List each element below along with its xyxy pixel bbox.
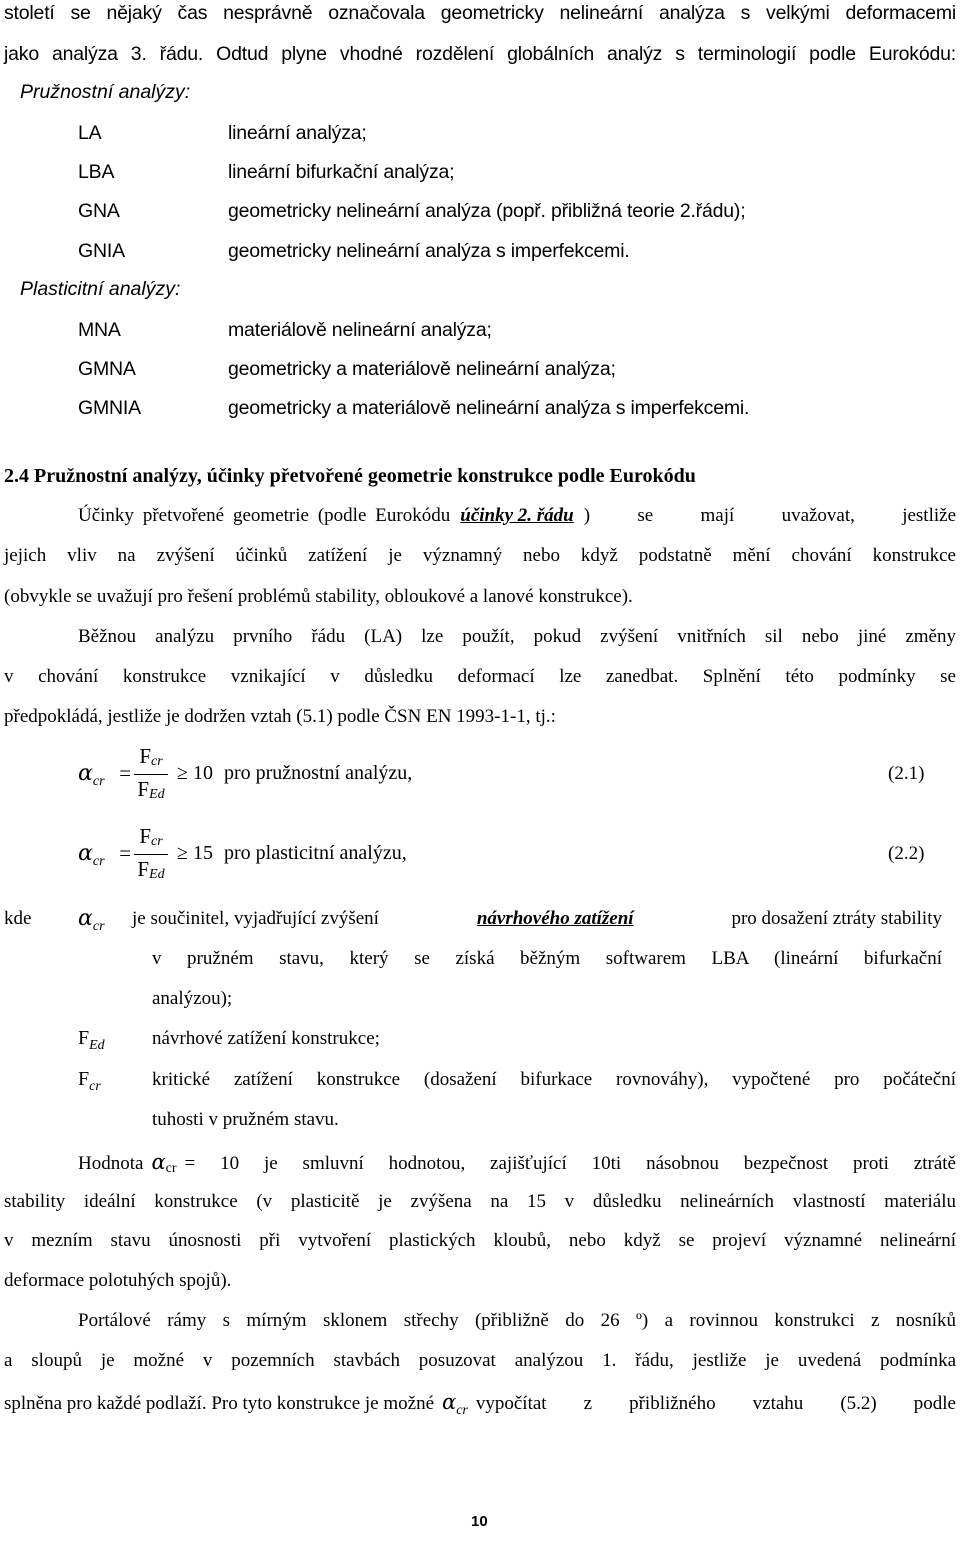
equation-2-1-condition [177,762,412,785]
para3-line-2: stability ideální konstrukce (v plasticitě je zvýšena na 15 v důsledku nelineárních vlastností materiálu [4,1191,956,1212]
denominator-subscript: Ed [149,787,165,802]
condition-text: pro plasticitní analýzu, [223,842,407,864]
elastic-desc-gna: geometricky nelineární analýza (popř. přibližná teorie 2.řádu); [228,200,746,222]
ge-sign: ≥ [177,842,188,864]
numerator-f: F [139,744,151,768]
plastic-heading: Plasticitní analýzy: [20,278,181,300]
alpha-symbol: α [78,841,93,866]
where-fcr-symbol [78,1068,101,1094]
elastic-desc-la: lineární analýza; [228,122,367,144]
para3-line-3: v mezním stavu únosnosti při vytvoření plastických kloubů, nebo když se projeví významné nelineární [4,1230,956,1251]
threshold-value: 15 [192,842,213,864]
plastic-abbr-gmnia: GMNIA [78,397,141,419]
numerator-f: F [139,824,151,848]
para3-line-1 [78,1150,956,1175]
where-fcr-line-2: tuhosti v pružném stavu. [152,1109,339,1130]
plastic-desc-mna: materiálově nelineární analýza; [228,319,492,341]
where-alpha-symbol [78,906,105,934]
para1-text-a: Účinky přetvořené geometrie (podle Eurokódu [78,505,451,526]
ge-sign: ≥ [177,762,188,784]
alpha-subscript: cr [456,1403,468,1418]
plastic-desc-gmnia: geometricky a materiálově nelineární analýza s imperfekcemi. [228,397,750,419]
intro-line-2: jako analýza 3. řádu. Odtud plyne vhodné rozdělení globálních analýz s terminologií podle Eurokódu: [4,43,956,65]
plastic-abbr-gmna: GMNA [78,358,136,380]
equals-sign: = [119,761,132,785]
para4-line-1: Portálové rámy s mírným sklonem střechy (přibližně do 26 º) a rovinnou konstrukci z nosníků [78,1310,956,1331]
para1-emphasis: účinky 2. řádu [460,505,574,526]
denominator-f: F [137,777,150,801]
alpha-subscript: cr [92,774,105,789]
equation-2-2-number: (2.2) [888,843,925,864]
para4-line-3 [4,1390,956,1418]
alpha-desc-emphasis: návrhového zatížení [476,908,634,929]
para4-line-2: a sloupů je možné v pozemních stavbách posuzovat analýzou 1. řádu, jestliže je uvedená podmínka [4,1350,956,1371]
where-alpha-line-3: analýzou); [152,988,233,1009]
equals-sign: = [119,841,132,865]
section-heading: 2.4 Pružnostní analýzy, účinky přetvořené geometrie konstrukce podle Eurokódu [4,465,696,487]
para1-text-c: ) se mají uvažovat, jestliže [583,505,956,526]
where-fed-desc: návrhové zatížení konstrukce; [152,1028,380,1049]
para3-text-b: = 10 je smluvní hodnotou, zajišťující 10ti násobnou bezpečnost proti ztrátě [184,1153,956,1174]
where-fcr-line-1: kritické zatížení konstrukce (dosažení bifurkace rovnováhy), vypočtené pro počáteční [152,1069,956,1090]
fcr-subscript: cr [89,1079,101,1094]
elastic-abbr-lba: LBA [78,161,115,183]
equation-2-1-number: (2.1) [888,763,925,784]
equation-2-2-condition [177,842,407,865]
para1-line-1 [78,505,956,527]
denominator-f: F [137,857,150,881]
alpha-subscript: cr [92,919,105,934]
para4-text-a: splněna pro každé podlaží. Pro tyto konstrukce je možné [4,1393,435,1414]
alpha-symbol: α [78,761,93,786]
where-label: kde [4,908,32,929]
where-fed-symbol [78,1027,105,1053]
para1-line-2: jejich vliv na zvýšení účinků zatížení je významný nebo když podstatně mění chování konstrukce [4,545,956,566]
elastic-abbr-la: LA [78,122,102,144]
equation-2-1-lhs [78,761,132,789]
alpha-symbol: α [151,1150,166,1174]
para3-text-a: Hodnota [78,1153,144,1174]
para4-text-b: vypočítat z přibližného vztahu (5.2) podle [475,1393,956,1414]
equation-2-1-fraction [134,743,168,806]
where-alpha-line-1 [132,908,942,930]
intro-line-1: století se nějaký čas nesprávně označovala geometricky nelineární analýza s velkými deformacemi [4,2,956,24]
page-number: 10 [471,1513,488,1530]
alpha-subscript: cr [92,854,105,869]
alpha-symbol: α [442,1390,457,1414]
alpha-desc-c: pro dosažení ztráty stability [731,908,942,929]
fed-subscript: Ed [89,1038,105,1053]
fraction-bar [134,774,168,775]
threshold-value: 10 [192,762,213,784]
where-alpha-line-2: v pružném stavu, který se získá běžným softwarem LBA (lineární bifurkační [152,948,942,969]
elastic-desc-lba: lineární bifurkační analýza; [228,161,455,183]
alpha-desc-a: je součinitel, vyjadřující zvýšení [132,908,379,929]
plastic-abbr-mna: MNA [78,319,121,341]
para3-line-4: deformace polotuhých spojů). [4,1270,232,1291]
f-symbol: F [78,1068,90,1090]
para2-line-1: Běžnou analýzu prvního řádu (LA) lze použít, pokud zvýšení vnitřních sil nebo jiné změny [78,626,956,647]
numerator-subscript: cr [151,834,163,849]
equation-2-2-lhs [78,841,132,869]
plastic-desc-gmna: geometricky a materiálově nelineární analýza; [228,358,616,380]
elastic-heading: Pružnostní analýzy: [20,81,191,103]
numerator-subscript: cr [151,754,163,769]
alpha-symbol: α [78,906,93,931]
f-symbol: F [78,1027,90,1049]
fraction-bar [134,854,168,855]
denominator-subscript: Ed [149,867,165,882]
alpha-subscript: cr [165,1161,177,1176]
para2-line-2: v chování konstrukce vznikající v důsledku deformací lze zanedbat. Splnění této podmínky se [4,666,956,687]
para2-line-3: předpokládá, jestliže je dodržen vztah (5.1) podle ČSN EN 1993-1-1, tj.: [4,706,556,727]
elastic-abbr-gnia: GNIA [78,240,125,262]
elastic-desc-gnia: geometricky nelineární analýza s imperfekcemi. [228,240,630,262]
condition-text: pro pružnostní analýzu, [223,762,413,784]
para1-line-3: (obvykle se uvažují pro řešení problémů stability, obloukové a lanové konstrukce). [4,586,633,607]
equation-2-2-fraction [134,823,168,886]
elastic-abbr-gna: GNA [78,200,120,222]
